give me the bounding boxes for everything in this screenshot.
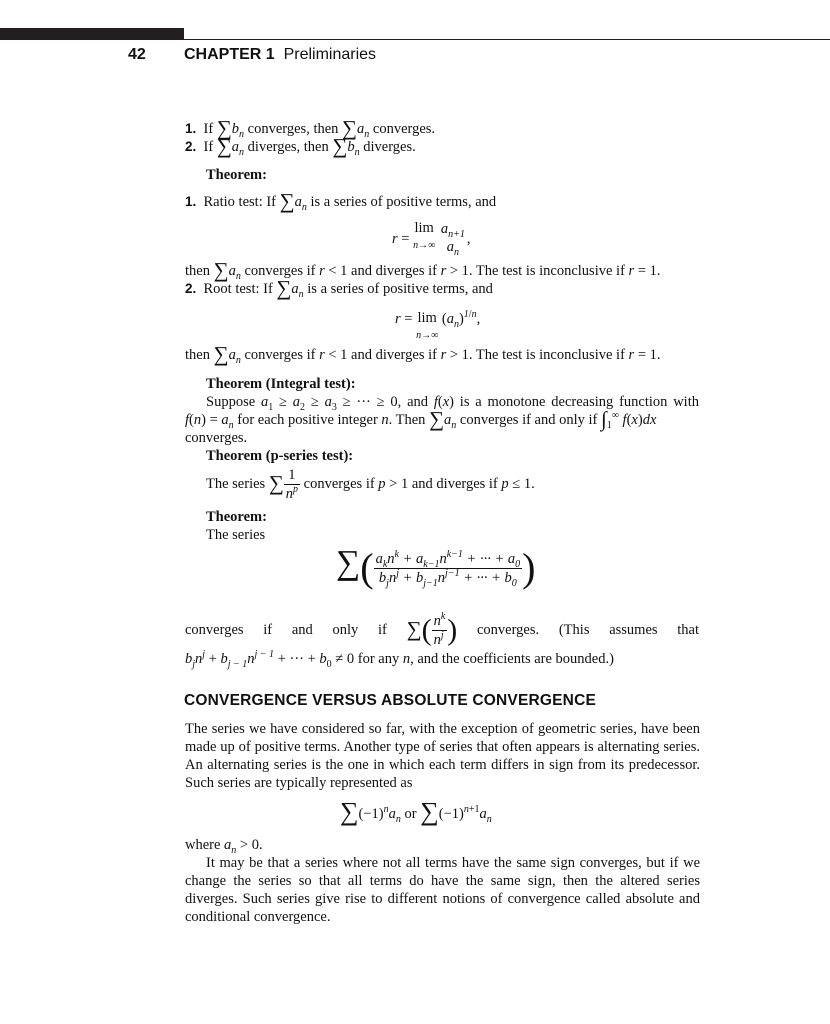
chapter-label: CHAPTER 1: [184, 46, 275, 63]
integral-line-3: converges.: [185, 430, 248, 446]
item-number: 2.: [185, 139, 197, 154]
chapter-title: Preliminaries: [283, 46, 377, 63]
ratio-test-intro: [185, 189, 497, 213]
pseries-statement: The series ∑ $\frac{1}{n^p}$ converges if p > 1 and diverges if p ≤ 1.: [206, 467, 535, 502]
integral-line-2: $f(n) = a_n$ for each positive integer n. Then $\sum a_n$ converges if and only if $\int_1^\infty$ f(x)dx: [185, 407, 657, 431]
ratio-formula: r = lim n→∞ $a_{n+1}$ $a_n$ ,: [392, 220, 471, 258]
section-heading: CONVERGENCE VERSUS ABSOLUTE CONVERGENCE: [184, 692, 597, 709]
item-number: 1.: [185, 194, 197, 209]
alternating-formula: $\sum(-1)^na_n$ or $\sum(-1)^{n+1}a_n$: [340, 797, 492, 826]
math-text: If $\sum b_n$ converges, then $\sum a_n$ converges.: [203, 116, 436, 140]
root-formula: r = lim n→∞ $(a_n)^{1/n}$,: [395, 309, 481, 341]
section-paragraph-1: The series we have considered so far, with the exception of geometric series, have been made up of positive terms. Another type of series that often appears is alternating series. An alternating series is the one in which each term differs in sign from its predecessor. Such series are typically represented as: [185, 721, 700, 791]
header-rule: [0, 39, 830, 40]
chapter-heading: [184, 46, 376, 64]
where-line: where $a_n > 0$.: [185, 837, 263, 856]
math-text: Ratio test: If $\sum a_n$ is a series of positive terms, and: [203, 189, 497, 213]
comparison-item-2: [185, 134, 416, 158]
theorem3-condition: converges if and only if ∑( $\frac{n^k}{n^j}$ ) converges. (This assumes that: [185, 611, 699, 648]
ratio-conclusion: then $\sum a_n$ converges if r < 1 and diverges if r > 1. The test is inconclusive if r = 1.: [185, 258, 661, 282]
theorem3-heading: Theorem:: [206, 509, 267, 525]
item-number: 2.: [185, 281, 197, 296]
math-text: If $\sum a_n$ diverges, then $\sum b_n$ diverges.: [203, 134, 416, 158]
pseries-heading: Theorem (p-series test):: [206, 448, 354, 464]
integral-heading: Theorem (Integral test):: [206, 376, 356, 392]
theorem3-intro: The series: [206, 527, 266, 543]
item-number: 1.: [185, 121, 197, 136]
root-test-intro: [185, 276, 493, 300]
math-text: Root test: If $\sum a_n$ is a series of positive terms, and: [203, 276, 493, 300]
section-paragraph-2: It may be that a series where not all terms have the same sign converges, but if we change the series so that all terms do have the same sign, then the altered series diverges. Such series give rise to different notions of convergence called absolute and conditional convergence.: [185, 855, 700, 925]
root-conclusion: then $\sum a_n$ converges if r < 1 and diverges if r > 1. The test is inconclusive if r = 1.: [185, 342, 661, 366]
theorem3-formula: ∑( $\frac{a_kn^k + a_{k-1}n^{k-1} + \cdot\cdot\cdot + a_0}{b_jn^j + b_{j-1}n^{j-1} + \cdot\cdot\cdot + b_0}$ ): [336, 544, 536, 590]
integral-line-1: Suppose $a_1 \ge a_2 \ge a_3$ ≥ ··· ≥ 0, and f(x) is a monotone decreasing function with: [206, 394, 699, 413]
theorem3-assumption: $b_jn^j + b_{j - 1}n^{j - 1}$ + ··· + $b_0 \ne 0$ for any n, and the coefficients are bounded.): [185, 649, 614, 670]
theorem-heading: Theorem:: [206, 167, 267, 183]
page-number: 42: [128, 46, 146, 63]
